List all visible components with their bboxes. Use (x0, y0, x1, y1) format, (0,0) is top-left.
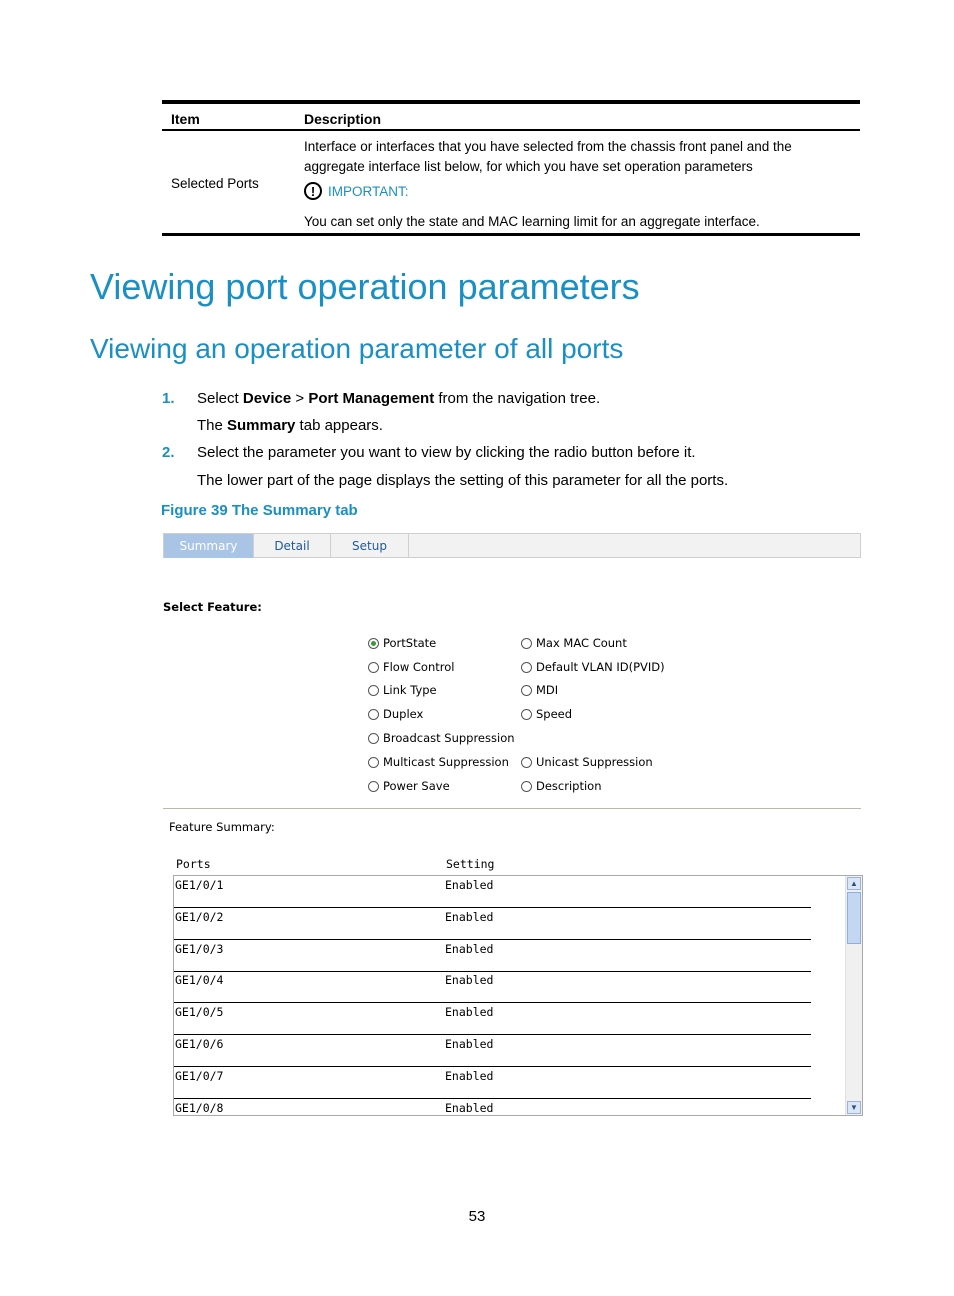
radio-icon (521, 709, 532, 720)
column-header-setting: Setting (446, 857, 495, 871)
tab-bar (163, 533, 861, 558)
scroll-thumb[interactable] (847, 892, 861, 944)
radio-icon (521, 638, 532, 649)
important-text: You can set only the state and MAC learning limit for an aggregate interface. (304, 214, 760, 229)
table-top-rule (162, 100, 860, 104)
radio-portstate[interactable]: PortState (368, 636, 436, 650)
list-item[interactable]: GE1/0/7 Enabled (174, 1067, 811, 1099)
table-bottom-rule (162, 233, 860, 236)
section-heading: Viewing port operation parameters (90, 266, 640, 307)
radio-link-type[interactable]: Link Type (368, 683, 437, 697)
tab-setup[interactable]: Setup (331, 534, 409, 558)
radio-flow-control[interactable]: Flow Control (368, 660, 454, 674)
important-note (304, 182, 409, 200)
radio-duplex[interactable]: Duplex (368, 707, 423, 721)
radio-icon (368, 662, 379, 673)
radio-icon (368, 781, 379, 792)
scroll-down-icon[interactable]: ▼ (847, 1101, 861, 1114)
parameter-table (162, 100, 860, 237)
list-item[interactable]: GE1/0/6 Enabled (174, 1035, 811, 1067)
table-header-item: Item (171, 111, 200, 127)
exclamation-circle-icon: ! (304, 182, 322, 200)
radio-icon (368, 733, 379, 744)
list-item[interactable]: GE1/0/4 Enabled (174, 971, 811, 1003)
subsection-heading: Viewing an operation parameter of all ports (90, 333, 624, 364)
radio-speed[interactable]: Speed (521, 707, 572, 721)
page-number: 53 (468, 1208, 486, 1225)
table-cell-item: Selected Ports (171, 176, 259, 191)
step-subtext-2: The lower part of the page displays the setting of this parameter for all the ports. (197, 472, 729, 489)
table-header-rule (162, 129, 860, 131)
radio-power-save[interactable]: Power Save (368, 779, 450, 793)
radio-mdi[interactable]: MDI (521, 683, 558, 697)
radio-multicast-suppression[interactable]: Multicast Suppression (368, 755, 509, 769)
radio-icon (368, 685, 379, 696)
select-feature-label: Select Feature: (163, 600, 262, 614)
important-label: IMPORTANT: (328, 183, 409, 199)
radio-description[interactable]: Description (521, 779, 602, 793)
radio-default-vlan-id[interactable]: Default VLAN ID(PVID) (521, 660, 665, 674)
list-scrollbar[interactable] (845, 876, 862, 1115)
port-summary-list[interactable] (173, 875, 863, 1116)
list-item[interactable]: GE1/0/3 Enabled (174, 940, 811, 972)
list-item[interactable]: GE1/0/5 Enabled (174, 1003, 811, 1035)
figure-caption: Figure 39 The Summary tab (161, 502, 358, 519)
step-text-1: Select Device > Port Management from the navigation tree. (197, 390, 601, 407)
tab-summary[interactable]: Summary (164, 534, 254, 558)
radio-icon (368, 757, 379, 768)
table-cell-description-line2: aggregate interface list below, for which you have set operation parameters (304, 159, 753, 174)
radio-max-mac-count[interactable]: Max MAC Count (521, 636, 627, 650)
table-header-description: Description (304, 111, 382, 127)
radio-icon (521, 757, 532, 768)
step-text-2: Select the parameter you want to view by clicking the radio button before it. (197, 444, 696, 461)
list-item[interactable]: GE1/0/8 Enabled (175, 1101, 494, 1115)
table-cell-description-line1: Interface or interfaces that you have selected from the chassis front panel and the (304, 139, 792, 154)
radio-unicast-suppression[interactable]: Unicast Suppression (521, 755, 653, 769)
radio-broadcast-suppression[interactable]: Broadcast Suppression (368, 731, 515, 745)
step-number-1: 1. (162, 390, 175, 407)
radio-icon (521, 685, 532, 696)
section-divider (163, 808, 861, 809)
radio-icon (521, 662, 532, 673)
tab-detail[interactable]: Detail (254, 534, 331, 558)
column-header-ports: Ports (176, 857, 211, 871)
radio-icon (368, 709, 379, 720)
step-subtext-1: The Summary tab appears. (197, 417, 383, 434)
list-item[interactable]: GE1/0/2 Enabled (174, 908, 811, 940)
list-item[interactable]: GE1/0/1 Enabled (174, 876, 811, 908)
scroll-up-icon[interactable]: ▲ (847, 877, 861, 890)
step-number-2: 2. (162, 444, 175, 461)
radio-checked-icon (368, 638, 379, 649)
feature-summary-label: Feature Summary: (169, 820, 275, 834)
radio-icon (521, 781, 532, 792)
